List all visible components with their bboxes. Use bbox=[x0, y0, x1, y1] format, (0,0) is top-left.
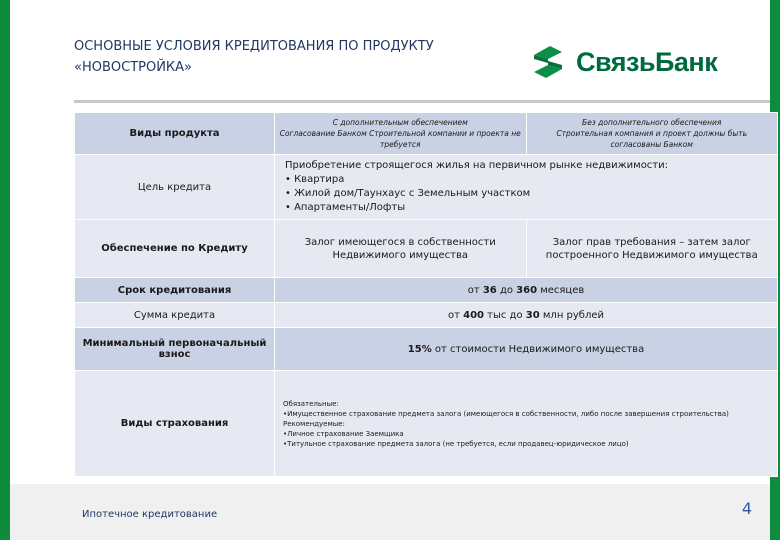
collateral-option-cell bbox=[526, 220, 778, 278]
table-row-loan-amount bbox=[75, 303, 778, 328]
table-row-loan-purpose bbox=[75, 155, 778, 220]
insurance-required-item: •Имущественное страхование предмета залога (имеющегося в собственности, либо после завершения строительства) bbox=[283, 409, 729, 418]
table-row-loan-term bbox=[75, 278, 778, 303]
row-label: Минимальный первоначальный взнос bbox=[75, 328, 275, 371]
loan-purpose-intro: Приобретение строящегося жилья на первичном рынке недвижимости: bbox=[285, 160, 668, 171]
table-row-product-types bbox=[75, 113, 778, 155]
bank-logo bbox=[528, 40, 744, 84]
loan-purpose-cell bbox=[275, 155, 778, 220]
loan-term-value: от 36 до 360 месяцев bbox=[275, 278, 778, 303]
slide-title-line1: ОСНОВНЫЕ УСЛОВИЯ КРЕДИТОВАНИЯ ПО ПРОДУКТУ bbox=[74, 39, 434, 54]
row-label: Виды продукта bbox=[75, 113, 275, 155]
product-type-title: С дополнительным обеспечением bbox=[332, 118, 468, 127]
product-with-collateral-cell bbox=[275, 113, 527, 155]
loan-purpose-item: • Апартаменты/Лофты bbox=[285, 202, 406, 213]
insurance-cell bbox=[275, 371, 778, 477]
loan-purpose-item: • Жилой дом/Таунхаус с Земельным участком bbox=[285, 188, 531, 199]
page-number: 4 bbox=[741, 499, 752, 518]
insurance-recommended-item: •Личное страхование Заемщика bbox=[283, 429, 404, 438]
product-type-note: Согласование Банком Строительной компании и проекта не требуется bbox=[279, 129, 521, 149]
collateral-option-text: Залог имеющегося в собственности Недвижимого имущества bbox=[304, 236, 496, 261]
collateral-option-cell bbox=[275, 220, 527, 278]
slide-title-line2: «НОВОСТРОЙКА» bbox=[74, 60, 193, 75]
row-label: Обеспечение по Кредиту bbox=[75, 220, 275, 278]
title-divider bbox=[74, 100, 770, 103]
loan-amount-value: от 400 тыс до 30 млн рублей bbox=[275, 303, 778, 328]
row-label: Сумма кредита bbox=[75, 303, 275, 328]
bank-logo-icon bbox=[528, 42, 568, 82]
table-row-collateral bbox=[75, 220, 778, 278]
product-type-title: Без дополнительного обеспечения bbox=[582, 118, 722, 127]
left-accent-stripe bbox=[0, 0, 10, 540]
table-row-insurance bbox=[75, 371, 778, 477]
product-without-collateral-cell bbox=[526, 113, 778, 155]
row-label: Срок кредитования bbox=[75, 278, 275, 303]
table-row-down-payment bbox=[75, 328, 778, 371]
product-type-note: Строительная компания и проект должны быть согласованы Банком bbox=[556, 129, 748, 149]
loan-purpose-item: • Квартира bbox=[285, 174, 345, 185]
footer-section-title: Ипотечное кредитование bbox=[82, 509, 218, 520]
collateral-option-text: Залог прав требования – затем залог построенного Недвижимого имущества bbox=[545, 236, 758, 261]
insurance-recommended-item: •Титульное страхование предмета залога (не требуется, если продавец-юридическое лицо) bbox=[283, 439, 629, 448]
row-label: Виды страхования bbox=[75, 371, 275, 477]
row-label: Цель кредита bbox=[75, 155, 275, 220]
bank-logo-text: СвязьБанк bbox=[576, 46, 718, 77]
down-payment-value: 15% от стоимости Недвижимого имущества bbox=[275, 328, 778, 371]
loan-conditions-table bbox=[74, 112, 778, 477]
insurance-recommended-title: Рекомендуемые: bbox=[283, 419, 345, 428]
slide-title bbox=[74, 36, 524, 78]
insurance-required-title: Обязательные: bbox=[283, 399, 339, 408]
